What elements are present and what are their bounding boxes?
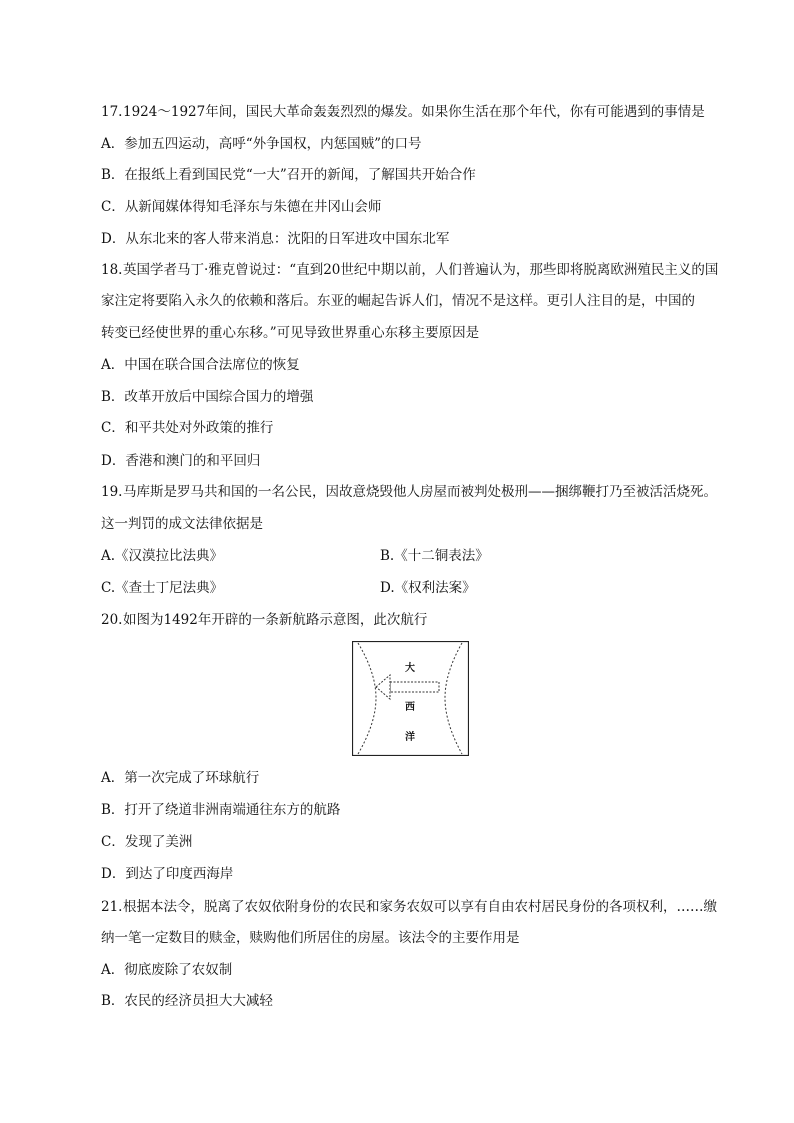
question-19-option-d[interactable]: D.《权利法案》: [380, 580, 476, 596]
question-17-number: 17.: [101, 104, 123, 120]
question-18-stem-line-3: 转变已经使世界的重心东移。”可见导致世界重心东移主要原因是: [101, 325, 480, 341]
question-20-stem-line-1: 20.如图为1492年开辟的一条新航路示意图，此次航行: [101, 612, 428, 628]
question-17-stem-line-1: 17.1924～1927年间，国民大革命轰轰烈烈的爆发。如果你生活在那个年代，你有可能遇到的事情是: [101, 104, 705, 120]
question-18-stem-line-1: 18.英国学者马丁·雅克曾说过：“直到20世纪中期以前，人们普遍认为，那些即将脱离欧洲殖民主义的国: [101, 262, 719, 278]
question-19-stem-line-2: 这一判罚的成文法律依据是: [101, 516, 263, 532]
question-21-stem-line-1: 21.根据本法令，脱离了农奴依附身份的农民和家务农奴可以享有自由农村居民身份的各项权利，……缴: [101, 899, 717, 915]
map-label-da: 大: [405, 663, 415, 674]
question-18-option-b[interactable]: B．改革开放后中国综合国力的增强: [101, 389, 314, 405]
question-18-option-a[interactable]: A．中国在联合国合法席位的恢复: [101, 357, 300, 373]
question-19-option-c[interactable]: C.《查士丁尼法典》: [101, 580, 224, 596]
question-17-option-d[interactable]: D．从东北来的客人带来消息：沈阳的日军进攻中国东北军: [101, 231, 450, 247]
question-21-stem-line-2: 纳一笔一定数目的赎金，赎购他们所居住的房屋。该法令的主要作用是: [101, 930, 520, 946]
question-21-option-b[interactable]: B．农民的经济员担大大减轻: [101, 993, 273, 1009]
question-18-option-d[interactable]: D．香港和澳门的和平回归: [101, 453, 261, 469]
question-20-option-d[interactable]: D．到达了印度西海岸: [101, 866, 234, 882]
question-20-option-b[interactable]: B．打开了绕道非洲南端通往东方的航路: [101, 802, 341, 818]
route-map-diagram: [352, 641, 469, 756]
question-21-option-a[interactable]: A．彻底废除了农奴制: [101, 962, 233, 978]
question-17-option-c[interactable]: C．从新闻媒体得知毛泽东与朱德在井冈山会师: [101, 199, 382, 215]
question-18-option-c[interactable]: C．和平共处对外政策的推行: [101, 420, 274, 436]
question-17-option-a[interactable]: A．参加五四运动，高呼“外争国权，内惩国贼”的口号: [101, 136, 422, 152]
question-19-number: 19.: [101, 484, 123, 500]
question-19-option-b[interactable]: B.《十二铜表法》: [380, 548, 489, 564]
map-label-xi: 西: [405, 702, 415, 713]
question-20-number: 20.: [101, 612, 123, 628]
question-20-option-c[interactable]: C．发现了美洲: [101, 834, 193, 850]
question-18-stem-line-2: 家注定将要陷入永久的依赖和落后。东亚的崛起告诉人们，情况不是这样。更引人注目的是，中国的: [101, 293, 695, 309]
question-18-number: 18.: [101, 262, 123, 278]
map-label-yang: 洋: [405, 732, 415, 743]
question-19-stem-line-1: 19.马库斯是罗马共和国的一名公民，因故意烧毁他人房屋而被判处极刑——捆绑鞭打乃至被活活烧死。: [101, 484, 717, 500]
question-20-option-a[interactable]: A．第一次完成了环球航行: [101, 770, 260, 786]
question-17-option-b[interactable]: B．在报纸上看到国民党“一大”召开的新闻，了解国共开始合作: [101, 167, 476, 183]
question-19-option-a[interactable]: A.《汉漠拉比法典》: [101, 548, 224, 564]
question-21-number: 21.: [101, 899, 123, 915]
